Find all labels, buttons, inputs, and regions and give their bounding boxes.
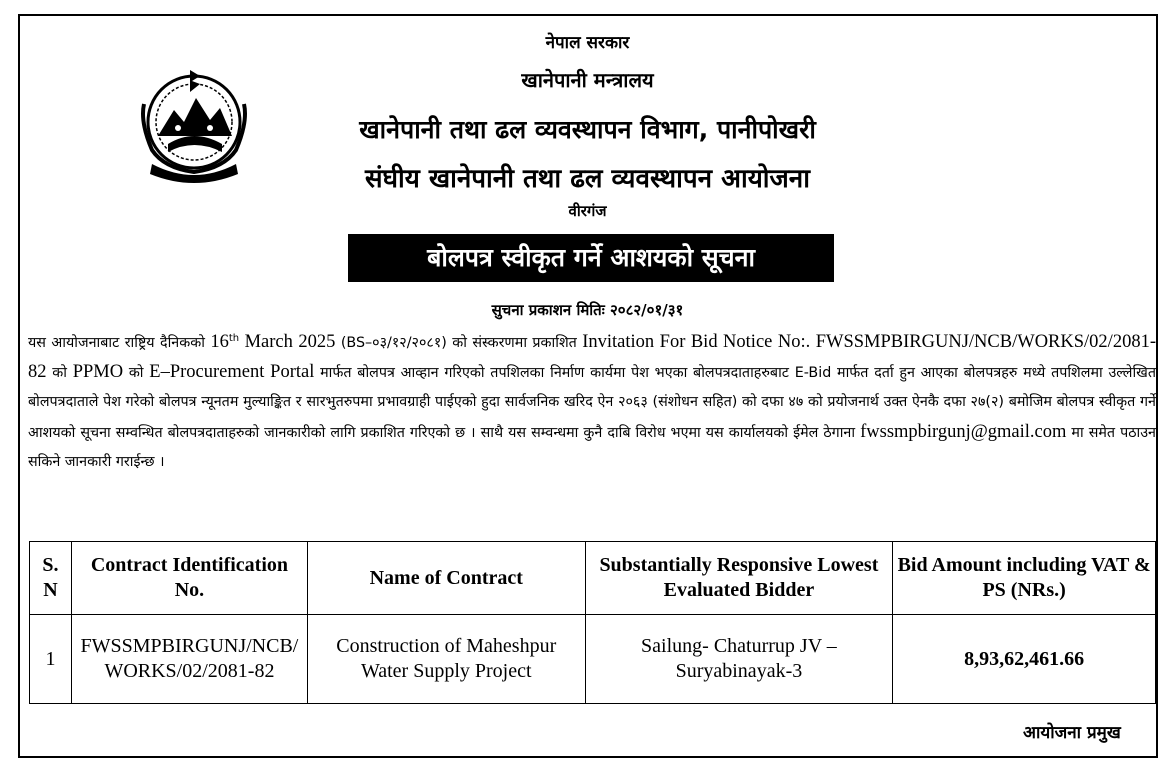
body-portal: E–Procurement Portal xyxy=(149,362,315,383)
government-name: नेपाल सरकार xyxy=(545,33,630,53)
body-text: यस आयोजनाबाट राष्ट्रिय दैनिकको xyxy=(28,335,211,351)
body-text: मार्फत बोलपत्र आव्हान गरिएको तपशिलका निर्माण कार्यमा पेश भएका बोलपत्रदाताहरुबाट E-Bid मार्फत दर्ता हुन आएका बोलपत्रहरु मध्ये तपशिलमा उल्लेखित बोलपत्रदाताले पेश गरेको बोलपत्र न्यूनतम मुल्याङ्कित र सारभुतरुपमा प्रभावग्राही पाईएको हुदा सार्वजनिक खरिद ऐन २०६३ (संशोधन सहित) को दफा ४७ को प्रयोजनार्थ उक्त ऐनकै दफा २७(२) बमोजिम बोलपत्र स्वीकृत गर्ने आशयको सूचना सम्वन्धित बोलपत्रदाताहरुको जानकारीको लागि प्रकाशित गरिएको छ । साथै यस सम्वन्धमा कुनै दाबि विरोध भएमा यस कार्यालयको ईमेल ठेगाना xyxy=(28,365,1156,441)
ministry-name: खानेपानी मन्त्रालय xyxy=(521,68,654,92)
department-name: खानेपानी तथा ढल व्यवस्थापन विभाग, पानीपोखरी xyxy=(359,115,816,144)
table-row xyxy=(30,615,1156,704)
body-ppmo: PPMO xyxy=(72,362,124,383)
body-date-day: 16 xyxy=(210,332,229,352)
publication-date: सुचना प्रकाशन मितिः २०८२/०१/३१ xyxy=(491,301,684,319)
signature-title: आयोजना प्रमुख xyxy=(1023,723,1121,743)
header-contract-id: Contract Identification No. xyxy=(71,542,307,615)
body-bs-date: (BS–०३/१२/२०८१) xyxy=(340,335,447,351)
bid-table xyxy=(29,541,1156,704)
body-text: मा समेत पठाउन सकिने जानकारी गराईन्छ । xyxy=(28,424,1156,470)
header-bidder: Substantially Responsive Lowest Evaluated Bidder xyxy=(585,542,893,615)
body-text: को xyxy=(46,365,73,382)
header-bid-amount: Bid Amount including VAT & PS (NRs.) xyxy=(893,542,1156,615)
contract-name: Construction of Maheshpur Water Supply Project xyxy=(307,615,585,704)
serial-number: 1 xyxy=(30,615,72,704)
bid-amount: 8,93,62,461.66 xyxy=(893,615,1156,704)
office-location: वीरगंज xyxy=(568,202,607,220)
contract-id: FWSSMPBIRGUNJ/NCB/ WORKS/02/2081-82 xyxy=(71,615,307,704)
body-text: को संस्करणमा प्रकाशित xyxy=(446,335,583,351)
notice-body xyxy=(28,328,1156,477)
project-name: संघीय खानेपानी तथा ढल व्यवस्थापन आयोजना xyxy=(365,164,810,194)
notice-title: बोलपत्र स्वीकृत गर्ने आशयको सूचना xyxy=(348,234,834,282)
header-contract-name: Name of Contract xyxy=(307,542,585,615)
body-date-month: March 2025 xyxy=(239,332,341,352)
body-date-suffix: th xyxy=(228,333,240,345)
body-email: fwssmpbirgunj@gmail.com xyxy=(860,421,1067,442)
header-serial-number: S. N xyxy=(30,542,72,615)
bidder-name: Sailung- Chaturrup JV – Suryabinayak-3 xyxy=(585,615,893,704)
body-ifb-number: Invitation For Bid Notice No:. FWSSMPBIRGUNJ/NCB/WORKS/02/2081-82 xyxy=(28,332,1156,383)
body-text: को xyxy=(123,365,150,382)
